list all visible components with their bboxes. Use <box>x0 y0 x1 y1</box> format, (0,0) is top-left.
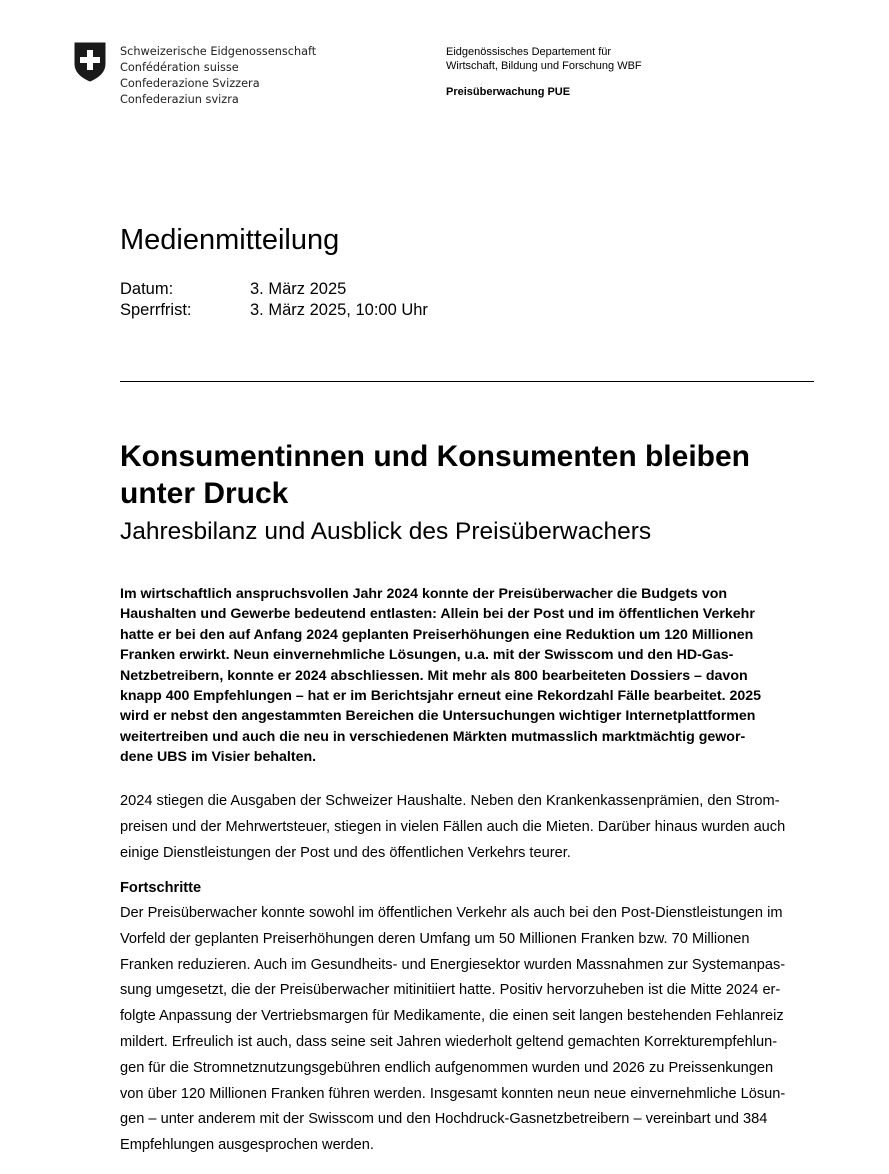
metadata-label: Sperrfrist: <box>120 301 192 319</box>
body-line: preisen und der Mehrwertsteuer, stiegen in vielen Fällen auch die Mieten. Darüber hinaus wurden auch <box>120 818 786 835</box>
headline: Konsumentinnen und Konsumenten bleiben unter Druck <box>120 440 750 510</box>
document-type: Medienmitteilung <box>120 224 340 256</box>
metadata-value: 3. März 2025, 10:00 Uhr <box>250 301 428 319</box>
body-line: mildert. Erfreulich ist auch, dass seine seit Jahren wiederholt geltend gemachten Korrekturempfehlun- <box>120 1033 778 1050</box>
confederation-name-fr: Confédération suisse <box>120 61 239 74</box>
body-line: folgte Anpassung der Vertriebsmargen für Medikamente, die einen seit langen bestehenden Fehlanreiz <box>120 1008 784 1025</box>
office-unit: Preisüberwachung PUE <box>446 86 571 98</box>
body-line: Vorfeld der geplanten Preiserhöhungen deren Umfang um 50 Millionen Franken bzw. 70 Millionen <box>120 930 750 947</box>
department-line-2: Wirtschaft, Bildung und Forschung WBF <box>446 60 642 72</box>
lead-line: Franken erwirkt. Neun einvernehmliche Lösungen, u.a. mit der Swisscom und den HD-Gas- <box>120 647 734 664</box>
lead-line: dene UBS im Visier behalten. <box>120 749 317 766</box>
divider <box>120 381 814 382</box>
swiss-cross-shield-icon <box>74 42 106 82</box>
lead-line: Im wirtschaftlich anspruchsvollen Jahr 2024 konnte der Preisüberwacher die Budgets von <box>120 586 728 602</box>
metadata-row-embargo <box>120 300 428 321</box>
subtitle: Jahresbilanz und Ausblick des Preisüberwachers <box>120 518 652 545</box>
lead-line: Haushalten und Gewerbe bedeutend entlasten: Allein bei der Post und im öffentlichen Verkehr <box>120 606 755 623</box>
confederation-name-de: Schweizerische Eidgenossenschaft <box>120 45 317 58</box>
department-block <box>446 45 642 73</box>
body-line: gen für die Stromnetznutzungsgebühren endlich aufgenommen wurden und 2026 zu Preissenkungen <box>120 1059 774 1076</box>
department-line-1: Eidgenössisches Departement für <box>446 46 612 58</box>
lead-line: wird er nebst den angestammten Bereichen die Untersuchungen wichtiger Internetplattformen <box>120 708 756 725</box>
release-metadata <box>120 279 428 321</box>
body-line: sung umgesetzt, die der Preisüberwacher mitinitiiert hatte. Positiv hervorzuheben ist die Mitte 2024 er- <box>120 982 781 999</box>
lead-paragraph <box>120 584 830 768</box>
body-line: Franken reduzieren. Auch im Gesundheits- und Energiesektor wurden Massnahmen zur Systemanpas- <box>120 956 786 973</box>
lead-line: Netzbetreibern, konnte er 2024 abschliessen. Mit mehr als 800 bearbeiteten Dossiers – davon <box>120 667 748 684</box>
metadata-label: Datum: <box>120 280 174 298</box>
body-line: 2024 stiegen die Ausgaben der Schweizer Haushalte. Neben den Krankenkassenprämien, den Strom- <box>120 793 780 809</box>
body-line: von über 120 Millionen Franken führen werden. Insgesamt konnten neun neue einvernehmliche Lösun- <box>120 1085 786 1102</box>
body-line: einige Dienstleistungen der Post und des öffentlichen Verkehrs teurer. <box>120 844 571 861</box>
body-line: gen – unter anderem mit der Swisscom und den Hochdruck-Gasnetzbetreibern – vereinbart und 384 <box>120 1111 768 1128</box>
confederation-name-rm: Confederaziun svizra <box>120 93 239 106</box>
body-paragraph-1 <box>120 789 830 866</box>
body-line: Der Preisüberwacher konnte sowohl im öffentlichen Verkehr als auch bei den Post-Dienstleistungen im <box>120 905 783 921</box>
lead-line: weitertreiben und auch die neu in verschiedenen Märkten mutmasslich marktmächtig gewor- <box>120 728 746 745</box>
metadata-row-date <box>120 279 428 300</box>
confederation-names <box>120 44 316 108</box>
confederation-name-it: Confederazione Svizzera <box>120 77 260 90</box>
body-paragraph-2 <box>120 901 830 1159</box>
body-line: Empfehlungen ausgesprochen werden. <box>120 1137 374 1154</box>
lead-line: hatte er bei den auf Anfang 2024 geplanten Preiserhöhungen eine Reduktion um 120 Millionen <box>120 626 754 643</box>
section-heading: Fortschritte <box>120 880 202 896</box>
metadata-value: 3. März 2025 <box>250 280 347 298</box>
lead-line: knapp 400 Empfehlungen – hat er im Berichtsjahr erneut eine Rekordzahl Fälle bearbeitet. 2025 <box>120 688 762 705</box>
